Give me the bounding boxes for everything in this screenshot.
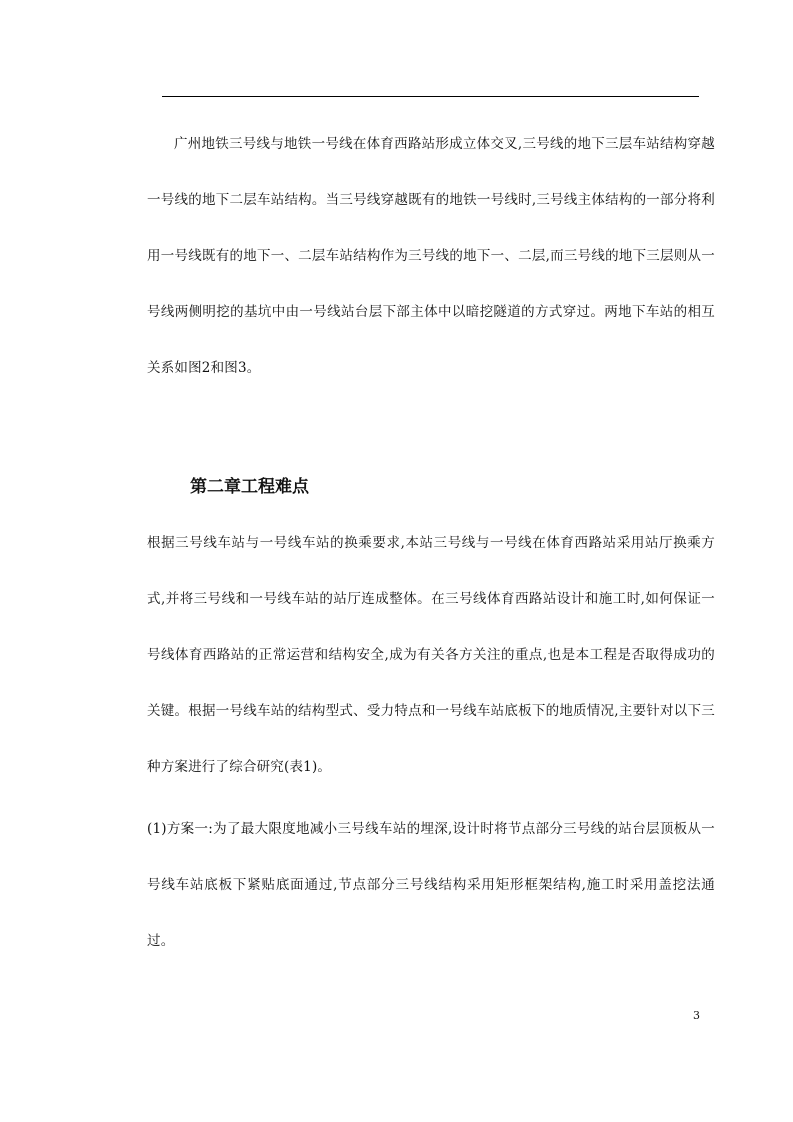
header-rule — [162, 96, 699, 97]
scheme-one-paragraph: (1)方案一:为了最大限度地减小三号线车站的埋深,设计时将节点部分三号线的站台层顶板从一号线车站底板下紧贴底面通过,节点部分三号线结构采用矩形框架结构,施工时采用盖挖法通过。 — [147, 821, 715, 949]
difficulty-paragraph: 根据三号线车站与一号线车站的换乘要求,本站三号线与一号线在体育西路站采用站厅换乘方式,并将三号线和一号线车站的站厅连成整体。在三号线体育西路站设计和施工时,如何保证一号线体育西路站的正常运营和结构安全,成为有关各方关注的重点,也是本工程是否取得成功的关键。根据一号线车站的结构型式、受力特点和一号线车站底板下的地质情况,主要针对以下三种方案进行了综合研究(表1)。 — [147, 535, 715, 775]
chapter-heading: 第二章工程难点 — [190, 477, 309, 497]
page-number: 3 — [693, 1009, 700, 1022]
intro-paragraph: 广州地铁三号线与地铁一号线在体育西路站形成立体交叉,三号线的地下三层车站结构穿越一号线的地下二层车站结构。当三号线穿越既有的地铁一号线时,三号线主体结构的一部分将利用一号线既有的地下一、二层车站结构作为三号线的地下一、二层,而三号线的地下三层则从一号线两侧明挖的基坑中由一号线站台层下部主体中以暗挖隧道的方式穿过。两地下车站的相互关系如图2和图3。 — [147, 136, 715, 376]
